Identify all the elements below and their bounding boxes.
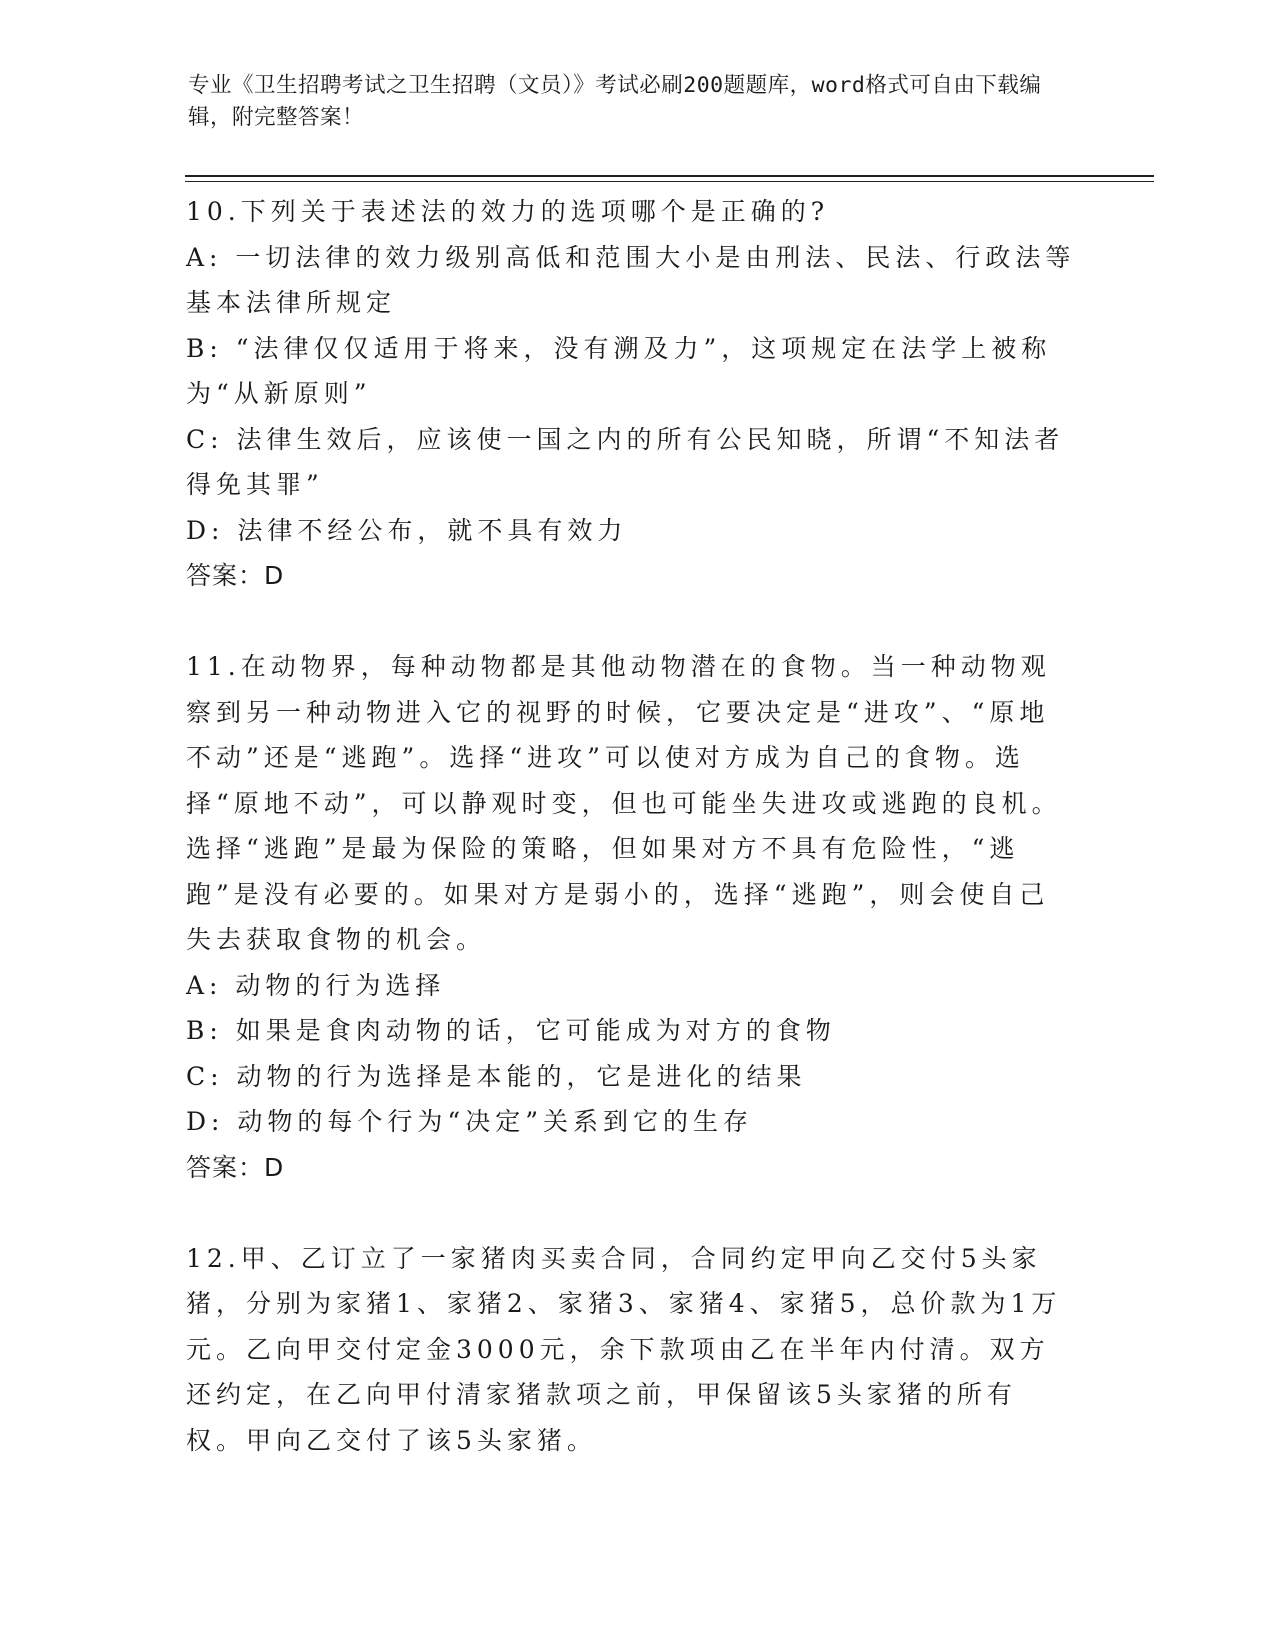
- document-body: [186, 189, 1076, 1463]
- header-title: 专业《卫生招聘考试之卫生招聘（文员）》考试必刷200题题库，word格式可自由下载编辑，附完整答案！: [188, 73, 1042, 130]
- question-11: [186, 644, 1076, 1190]
- option-d: D: 法律不经公布，就不具有效力: [186, 515, 628, 545]
- option-a: A: 动物的行为选择: [186, 970, 446, 1000]
- option-c: C: 动物的行为选择是本能的，它是进化的结果: [186, 1061, 807, 1091]
- question-stem: 12.甲、乙订立了一家猪肉买卖合同，合同约定甲向乙交付5头家猪，分别为家猪1、家猪2、家猪3、家猪4、家猪5，总价款为1万元。乙向甲交付定金3000元，余下款项由乙在半年内付清。双方还约定，在乙向甲付清家猪款项之前，甲保留该5头家猪的所有权。甲向乙交付了该5头家猪。: [186, 1243, 1062, 1455]
- question-stem: 10.下列关于表述法的效力的选项哪个是正确的?: [186, 197, 830, 226]
- question-12: [186, 1236, 1076, 1464]
- question-10: [186, 189, 1076, 599]
- option-c: C: 法律生效后，应该使一国之内的所有公民知晓，所谓“不知法者得免其罪”: [186, 424, 1065, 499]
- answer: 答案：D: [186, 561, 285, 590]
- option-a: A: 一切法律的效力级别高低和范围大小是由刑法、民法、行政法等基本法律所规定: [186, 242, 1076, 317]
- header-divider: [185, 175, 1154, 177]
- page-header: [188, 70, 1068, 134]
- answer: 答案：D: [186, 1152, 285, 1182]
- option-b: B: “法律仅仅适用于将来，没有溯及力”，这项规定在法学上被称为“从新原则”: [186, 333, 1052, 408]
- question-stem: 11.在动物界，每种动物都是其他动物潜在的食物。当一种动物观察到另一种动物进入它的视野的时候，它要决定是“进攻”、“原地不动”还是“逃跑”。选择“进攻”可以使对方成为自己的食物。选择“原地不动”，可以静观时变，但也可能坐失进攻或逃跑的良机。选择“逃跑”是最为保险的策略，但如果对方不具有危险性，“逃跑”是没有必要的。如果对方是弱小的，选择“逃跑”，则会使自己失去获取食物的机会。: [186, 652, 1062, 954]
- header-divider-thin: [185, 181, 1154, 182]
- option-d: D: 动物的每个行为“决定”关系到它的生存: [186, 1107, 753, 1136]
- option-b: B: 如果是食肉动物的话，它可能成为对方的食物: [186, 1016, 836, 1045]
